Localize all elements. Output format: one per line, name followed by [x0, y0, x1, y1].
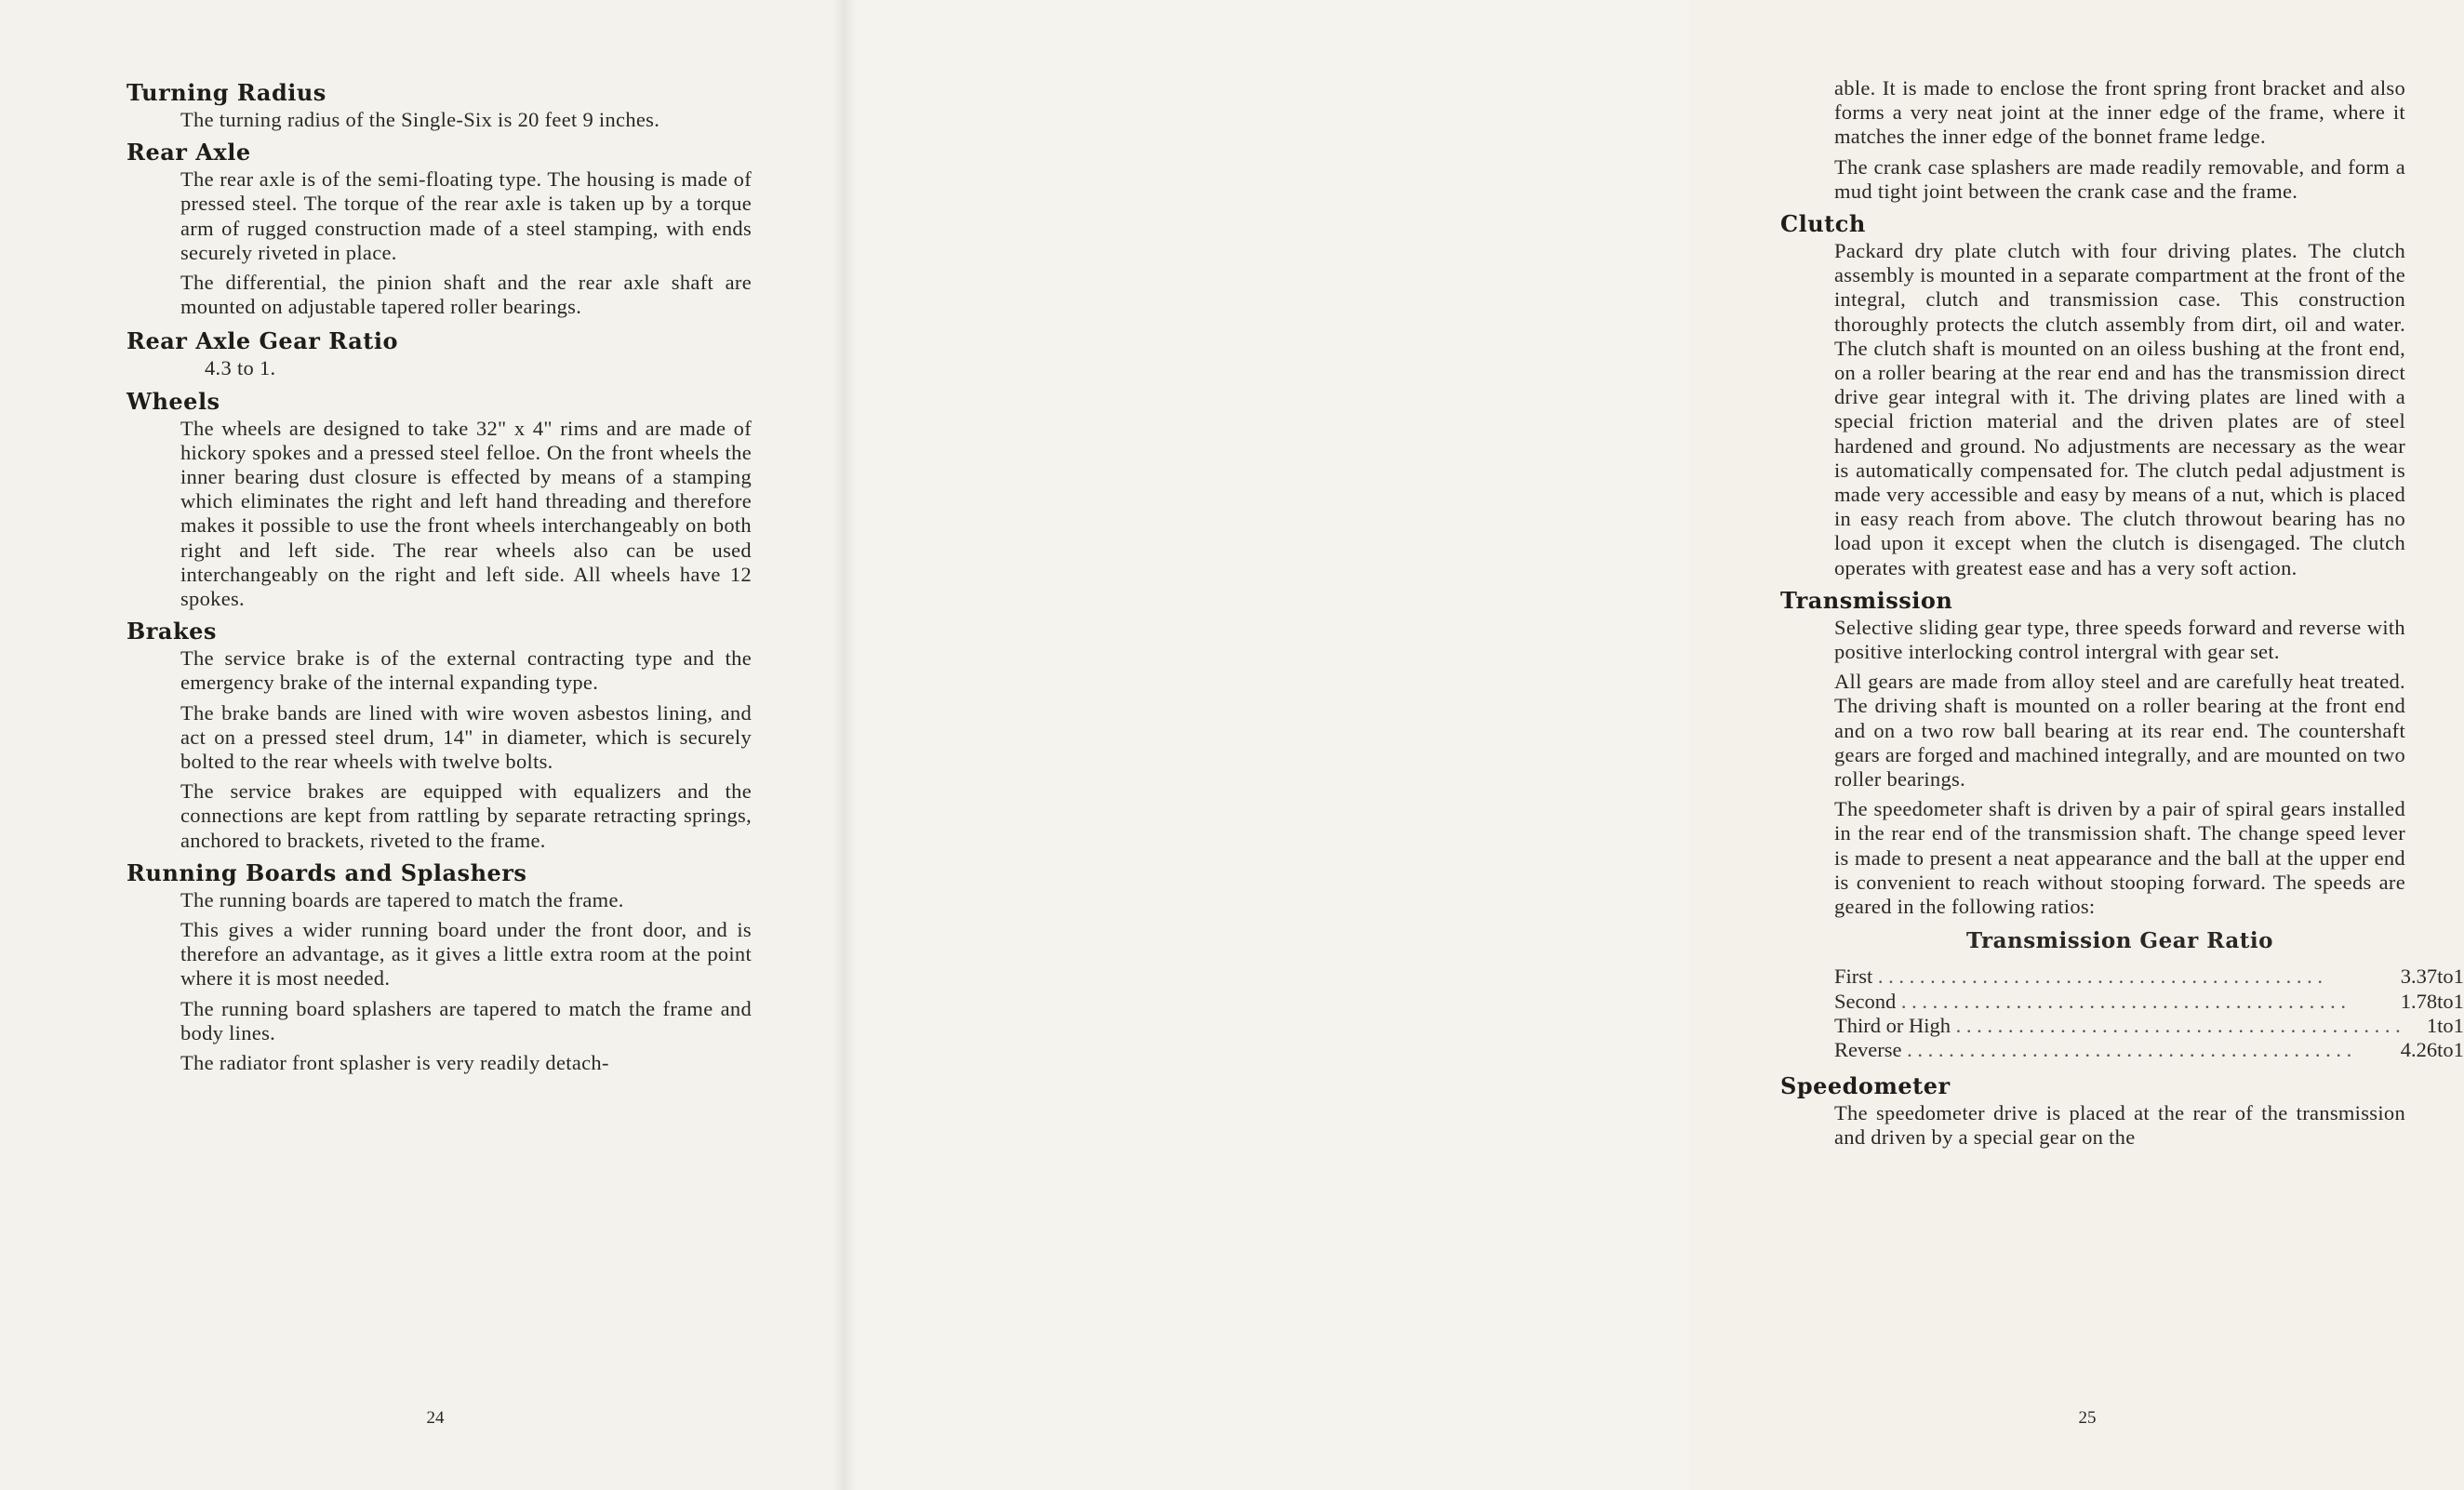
- gear-value: 3.37: [2400, 965, 2438, 989]
- paragraph: The speedometer drive is placed at the rear of the transmission and driven by a special gear on the: [1834, 1101, 2405, 1150]
- section-rear-axle-gear-ratio: [127, 326, 752, 380]
- gear-to: to: [2437, 1037, 2454, 1061]
- gear-label: First . . .: [1834, 965, 2401, 989]
- paragraph: The running board splashers are tapered to match the frame and body lines.: [180, 996, 752, 1044]
- paragraph: The turning radius of the Single-Six is 20 feet 9 inches.: [180, 108, 660, 131]
- gear-label: Third or High . . .: [1834, 1014, 2401, 1038]
- gear-one: 1: [2453, 1037, 2464, 1061]
- gear-to: to: [2437, 965, 2454, 989]
- gear-value: 4.26: [2400, 1037, 2438, 1061]
- paragraph: The differential, the pinion shaft and the rear axle shaft are mounted on adjustable tapered roller bearings.: [180, 271, 752, 319]
- paragraph: The brake bands are lined with wire woven asbestos lining, and act on a pressed steel drum, 14" in diameter, which is securely bolted to the rear wheels with twelve bolts.: [180, 700, 752, 774]
- section-wheels: [127, 387, 752, 612]
- section-heading: Rear Axle: [127, 139, 251, 166]
- gear-ratio-title: Transmission Gear Ratio: [1966, 928, 2273, 954]
- gear-value: 1.78: [2400, 989, 2438, 1013]
- table-row: [1834, 1038, 2464, 1062]
- page-number: 25: [2078, 1408, 2097, 1428]
- page-number: 24: [426, 1408, 445, 1428]
- paragraph: The wheels are designed to take 32" x 4" rims and are made of hickory spokes and a pressed steel felloe. On the front wheels the inner bearing dust closure is effected by means of a stamping which eliminates the right and left hand threading and therefore makes it possible to use the front wheels interchangeably on both right and left side. The rear wheels also can be used interchangeably on the right and left side. All wheels have 12 spokes.: [180, 416, 752, 611]
- left-page: [0, 0, 845, 1490]
- paragraph: The rear axle is of the semi-floating type. The housing is made of pressed steel. The torque of the rear axle is taken up by a torque arm of rugged construction made of a steel stamping, with ends securely riveted in place.: [180, 167, 752, 264]
- section-transmission: [1780, 586, 2405, 919]
- paragraph: The speedometer shaft is driven by a pair of spiral gears installed in the rear end of the transmission shaft. The change speed lever is made to present a neat appearance and the ball at the upper end is convenient to reach without stooping forward. The speeds are geared in the following ratios:: [1834, 797, 2405, 919]
- section-turning-radius: [127, 78, 752, 132]
- paragraph: The radiator front splasher is very readily detach-: [180, 1051, 609, 1075]
- section-heading: Clutch: [1780, 210, 1866, 238]
- paragraph: Packard dry plate clutch with four driving plates. The clutch assembly is mounted in a separate compartment at the front of the integral, clutch and transmission case. This construction thoroughly protects the clutch assembly from dirt, oil and water. The clutch shaft is mounted on an oiless bushing at the front end, on a roller bearing at the rear end and has the transmission direct drive gear integral with it. The driving plates are lined with a special friction material and the driven plates are of steel hardened and ground. No adjustments are necessary as the wear is automatically compensated for. The clutch pedal adjustment is made very accessible and easy by means of a nut, which is placed in easy reach from above. The clutch throwout bearing has no load upon it except when the clutch is disengaged. The clutch operates with greatest ease and has a very soft action.: [1834, 239, 2405, 579]
- gear-one: 1: [2453, 1013, 2464, 1037]
- gear-to: to: [2437, 1013, 2454, 1037]
- continued-text: [1780, 76, 2405, 204]
- gear-one: 1: [2453, 989, 2464, 1013]
- section-heading: Transmission: [1780, 586, 1953, 614]
- section-heading: Brakes: [127, 618, 217, 645]
- paragraph: able. It is made to enclose the front spring front bracket and also forms a very neat joint at the inner edge of the frame, where it matches the inner edge of the bonnet frame ledge.: [1834, 76, 2405, 149]
- gear-label: Second . . .: [1834, 990, 2401, 1014]
- section-heading: Turning Radius: [127, 79, 326, 106]
- table-row: [1834, 1014, 2464, 1038]
- paragraph: This gives a wider running board under the front door, and is therefore an advantage, as it gives a little extra room at the point where it is most needed.: [180, 918, 752, 991]
- section-heading: Speedometer: [1780, 1072, 1951, 1100]
- table-row: [1834, 990, 2464, 1014]
- table-row: [1834, 965, 2464, 989]
- section-speedometer: [1780, 1071, 2405, 1150]
- paragraph: Selective sliding gear type, three speeds forward and reverse with positive interlocking control intergral with gear set.: [1834, 615, 2405, 664]
- section-clutch: [1780, 209, 2405, 580]
- book-gutter: [833, 0, 856, 1490]
- section-heading: Running Boards and Splashers: [127, 858, 527, 886]
- gear-label: Reverse . . .: [1834, 1038, 2401, 1062]
- section-heading: Rear Axle Gear Ratio: [127, 327, 399, 355]
- paragraph: The service brakes are equipped with equalizers and the connections are kept from rattling by separate retracting springs, anchored to brackets, riveted to the frame.: [180, 779, 752, 852]
- section-running-boards: [127, 858, 752, 1075]
- paragraph: All gears are made from alloy steel and are carefully heat treated. The driving shaft is mounted on a roller bearing at the front end and on a two row ball bearing at its rear end. The countershaft gears are forged and machined integrally, and are mounted on two roller bearings.: [1834, 670, 2405, 792]
- right-page: [845, 0, 2464, 1490]
- left-page-content: [127, 78, 752, 1081]
- right-page-content: [1780, 76, 2464, 1156]
- paragraph: The crank case splashers are made readily removable, and form a mud tight joint between the crank case and the frame.: [1834, 154, 2405, 203]
- section-brakes: [127, 617, 752, 853]
- gear-to: to: [2437, 989, 2454, 1013]
- gear-ratio-table: [1834, 965, 2464, 1062]
- paragraph: 4.3 to 1.: [205, 356, 276, 380]
- paragraph: The running boards are tapered to match the frame.: [180, 887, 624, 911]
- section-rear-axle: [127, 138, 752, 319]
- paragraph: The service brake is of the external contracting type and the emergency brake of the internal expanding type.: [180, 646, 752, 695]
- gear-value: 1: [2426, 1013, 2438, 1037]
- gear-one: 1: [2453, 965, 2464, 989]
- section-heading: Wheels: [127, 387, 220, 415]
